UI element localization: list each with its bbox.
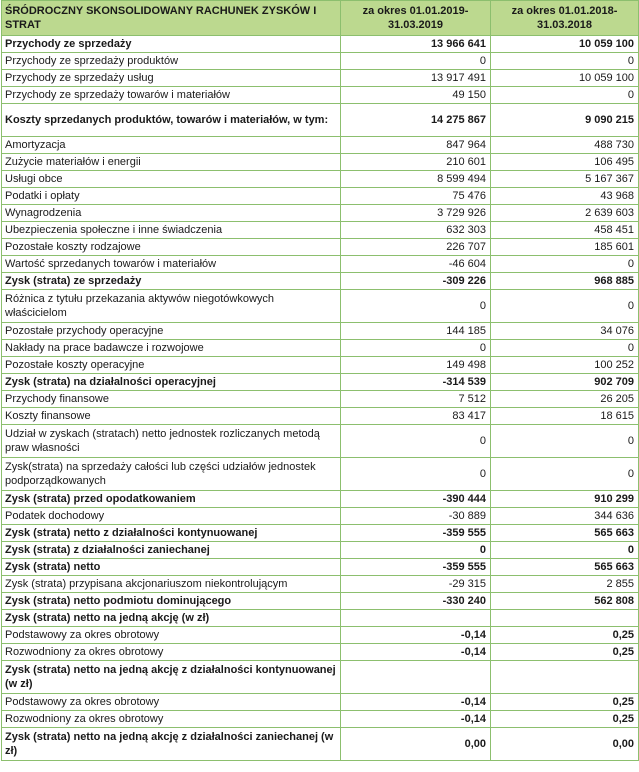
income-statement-table [1, 0, 639, 761]
row-label: Zysk (strata) przed opodatkowaniem [2, 491, 341, 508]
row-label: Koszty finansowe [2, 408, 341, 425]
value-2018: 565 663 [491, 559, 639, 576]
row-label: Usługi obce [2, 171, 341, 188]
value-2019: 14 275 867 [341, 104, 491, 137]
value-2019: 149 498 [341, 357, 491, 374]
value-2018: 106 495 [491, 154, 639, 171]
table-row [2, 222, 639, 239]
value-2019: 8 599 494 [341, 171, 491, 188]
table-row [2, 36, 639, 53]
value-2018: 0,25 [491, 694, 639, 711]
value-2018: 100 252 [491, 357, 639, 374]
value-2019: -330 240 [341, 593, 491, 610]
value-2018: 0 [491, 87, 639, 104]
row-label: Podatek dochodowy [2, 508, 341, 525]
row-label: Nakłady na prace badawcze i rozwojowe [2, 340, 341, 357]
value-2019: 13 917 491 [341, 70, 491, 87]
value-2018: 0,25 [491, 627, 639, 644]
value-2018: 18 615 [491, 408, 639, 425]
value-2019: 144 185 [341, 323, 491, 340]
value-2018: 910 299 [491, 491, 639, 508]
table-row [2, 323, 639, 340]
row-label: Przychody finansowe [2, 391, 341, 408]
table-row [2, 205, 639, 222]
table-row [2, 559, 639, 576]
row-label: Zysk(strata) na sprzedaży całości lub części udziałów jednostek podporządkowanych [2, 458, 341, 491]
row-label: Różnica z tytułu przekazania aktywów niegotówkowych właścicielom [2, 290, 341, 323]
row-label: Podstawowy za okres obrotowy [2, 694, 341, 711]
value-2018: 902 709 [491, 374, 639, 391]
table-row [2, 458, 639, 491]
value-2019: 75 476 [341, 188, 491, 205]
value-2018: 344 636 [491, 508, 639, 525]
value-2019: 210 601 [341, 154, 491, 171]
table-row [2, 694, 639, 711]
value-2019: 0 [341, 290, 491, 323]
table-row [2, 137, 639, 154]
row-label: Zysk (strata) na działalności operacyjnej [2, 374, 341, 391]
value-2019: -0,14 [341, 644, 491, 661]
value-2019: -309 226 [341, 273, 491, 290]
row-label: Amortyzacja [2, 137, 341, 154]
value-2018: 2 639 603 [491, 205, 639, 222]
value-2019: 0 [341, 53, 491, 70]
value-2018: 0 [491, 542, 639, 559]
row-label: Udział w zyskach (stratach) netto jednostek rozliczanych metodą praw własności [2, 425, 341, 458]
table-row [2, 728, 639, 761]
row-label: Zysk (strata) netto na jedną akcję (w zł) [2, 610, 341, 627]
value-2019: 0 [341, 458, 491, 491]
row-label: Zużycie materiałów i energii [2, 154, 341, 171]
row-label: Zysk (strata) netto podmiotu dominującego [2, 593, 341, 610]
row-label: Pozostałe przychody operacyjne [2, 323, 341, 340]
value-2019: 49 150 [341, 87, 491, 104]
table-row [2, 70, 639, 87]
table-row [2, 711, 639, 728]
table-row [2, 661, 639, 694]
row-label: Podatki i opłaty [2, 188, 341, 205]
table-row [2, 542, 639, 559]
row-label: Przychody ze sprzedaży towarów i materiałów [2, 87, 341, 104]
value-2019: -359 555 [341, 525, 491, 542]
table-row [2, 391, 639, 408]
value-2018: 0 [491, 256, 639, 273]
value-2018: 0 [491, 53, 639, 70]
value-2019 [341, 661, 491, 694]
value-2019: 847 964 [341, 137, 491, 154]
header-period-2019: za okres 01.01.2019-31.03.2019 [341, 1, 491, 36]
table-row [2, 374, 639, 391]
table-row [2, 104, 639, 137]
header-label: ŚRÓDROCZNY SKONSOLIDOWANY RACHUNEK ZYSKÓW I STRAT [2, 1, 341, 36]
value-2018: 9 090 215 [491, 104, 639, 137]
value-2019: -0,14 [341, 711, 491, 728]
value-2018: 26 205 [491, 391, 639, 408]
table-row [2, 171, 639, 188]
value-2019: 0 [341, 425, 491, 458]
value-2019: -0,14 [341, 694, 491, 711]
table-row [2, 408, 639, 425]
row-label: Przychody ze sprzedaży [2, 36, 341, 53]
row-label: Rozwodniony za okres obrotowy [2, 644, 341, 661]
value-2019: 3 729 926 [341, 205, 491, 222]
table-row [2, 525, 639, 542]
row-label: Wynagrodzenia [2, 205, 341, 222]
row-label: Pozostałe koszty rodzajowe [2, 239, 341, 256]
table-row [2, 154, 639, 171]
table-row [2, 593, 639, 610]
value-2019: 0,00 [341, 728, 491, 761]
value-2018 [491, 610, 639, 627]
value-2018 [491, 661, 639, 694]
row-label: Zysk (strata) przypisana akcjonariuszom niekontrolującym [2, 576, 341, 593]
value-2019: 226 707 [341, 239, 491, 256]
row-label: Zysk (strata) netto z działalności kontynuowanej [2, 525, 341, 542]
table-row [2, 53, 639, 70]
row-label: Zysk (strata) netto na jedną akcję z działalności zaniechanej (w zł) [2, 728, 341, 761]
value-2018: 0,25 [491, 711, 639, 728]
row-label: Podstawowy za okres obrotowy [2, 627, 341, 644]
row-label: Zysk (strata) netto na jedną akcję z działalności kontynuowanej (w zł) [2, 661, 341, 694]
table-row [2, 357, 639, 374]
value-2019: 7 512 [341, 391, 491, 408]
row-label: Przychody ze sprzedaży usług [2, 70, 341, 87]
value-2018: 5 167 367 [491, 171, 639, 188]
value-2018: 0,25 [491, 644, 639, 661]
value-2018: 0,00 [491, 728, 639, 761]
table-row [2, 644, 639, 661]
table-row [2, 491, 639, 508]
value-2018: 562 808 [491, 593, 639, 610]
value-2018: 565 663 [491, 525, 639, 542]
table-row [2, 340, 639, 357]
row-label: Zysk (strata) ze sprzedaży [2, 273, 341, 290]
value-2018: 0 [491, 290, 639, 323]
value-2018: 458 451 [491, 222, 639, 239]
value-2019: 632 303 [341, 222, 491, 239]
row-label: Zysk (strata) z działalności zaniechanej [2, 542, 341, 559]
value-2018: 185 601 [491, 239, 639, 256]
row-label: Przychody ze sprzedaży produktów [2, 53, 341, 70]
value-2018: 43 968 [491, 188, 639, 205]
value-2019: -359 555 [341, 559, 491, 576]
value-2018: 10 059 100 [491, 70, 639, 87]
row-label: Zysk (strata) netto [2, 559, 341, 576]
table-row [2, 290, 639, 323]
row-label: Rozwodniony za okres obrotowy [2, 711, 341, 728]
table-row [2, 239, 639, 256]
table-row [2, 188, 639, 205]
table-row [2, 610, 639, 627]
value-2019: 13 966 641 [341, 36, 491, 53]
value-2019: 83 417 [341, 408, 491, 425]
value-2018: 0 [491, 340, 639, 357]
value-2018: 0 [491, 425, 639, 458]
value-2019: 0 [341, 542, 491, 559]
value-2019 [341, 610, 491, 627]
value-2018: 34 076 [491, 323, 639, 340]
table-row [2, 87, 639, 104]
row-label: Pozostałe koszty operacyjne [2, 357, 341, 374]
table-row [2, 508, 639, 525]
value-2019: -390 444 [341, 491, 491, 508]
row-label: Koszty sprzedanych produktów, towarów i materiałów, w tym: [2, 104, 341, 137]
row-label: Ubezpieczenia społeczne i inne świadczenia [2, 222, 341, 239]
value-2019: -30 889 [341, 508, 491, 525]
value-2019: -29 315 [341, 576, 491, 593]
value-2018: 968 885 [491, 273, 639, 290]
value-2018: 10 059 100 [491, 36, 639, 53]
value-2019: -0,14 [341, 627, 491, 644]
value-2018: 2 855 [491, 576, 639, 593]
table-row [2, 576, 639, 593]
table-row [2, 273, 639, 290]
header-period-2018: za okres 01.01.2018-31.03.2018 [491, 1, 639, 36]
value-2019: -46 604 [341, 256, 491, 273]
row-label: Wartość sprzedanych towarów i materiałów [2, 256, 341, 273]
value-2018: 488 730 [491, 137, 639, 154]
header-row [2, 1, 639, 36]
value-2019: 0 [341, 340, 491, 357]
table-row [2, 256, 639, 273]
table-row [2, 627, 639, 644]
value-2018: 0 [491, 458, 639, 491]
value-2019: -314 539 [341, 374, 491, 391]
table-row [2, 425, 639, 458]
